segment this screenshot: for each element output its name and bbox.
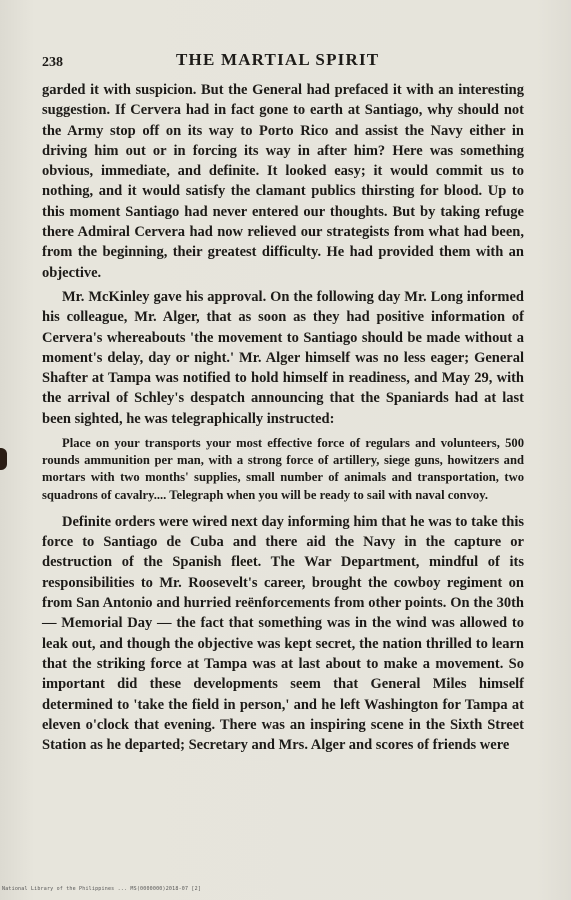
ink-smudge: [0, 448, 7, 470]
page-number: 238: [42, 55, 63, 70]
scan-footer: National Library of the Philippines ... MS(0000000)2018-07 [2]: [2, 886, 202, 892]
block-quote: Place on your transports your most effective force of regulars and volunteers, 500 rounds ammunition per man, with a strong force of artillery, siege guns, howitzers and mortars with two months' supplies, small number of animals and transportation, two squadrons of cavalry.... Telegraph when you will be ready to sail with naval convoy.: [42, 436, 524, 502]
paragraph-2: Mr. McKinley gave his approval. On the following day Mr. Long informed his colleague, Mr. Alger, that as soon as they had positive information of Cervera's whereabouts 'the movement to Santiago should be made without a moment's delay, day or night.' Mr. Alger himself was no less eager; General Shafter at Tampa was notified to hold himself in readiness, and May 29, with the arrival of Schley's despatch announcing that the Spaniards had at last been sighted, he was telegraphically instructed:: [42, 288, 524, 427]
paragraph-3: Definite orders were wired next day informing him that he was to take this force to Santiago de Cuba and there aid the Navy in the capture or destruction of the Spanish fleet. The War Department, mindful of its responsibilities to Mr. Roosevelt's career, brought the cowboy regiment on from San Antonio and hurried reënforcements from other points. On the 30th — Memorial Day — the fact that something was in the wind was allowed to leak out, and though the objective was kept secret, the nation thrilled to learn that the striking force at Tampa was at last about to make a movement. So important did these developments seem that General Miles himself determined to 'take the field in person,' and he left Washington for Tampa at eleven o'clock that evening. There was an inspiring scene in the Sixth Street Station as he departed; Secretary and Mrs. Alger and scores of friends were: [42, 513, 524, 754]
page-body: [42, 80, 524, 755]
paragraph-1: garded it with suspicion. But the General had prefaced it with an interesting suggestion. If Cervera had in fact gone to earth at Santiago, why should not the Army stop off on its way to Porto Rico and assist the Navy either in driving him out or in forcing its way in after him? Here was something obvious, immediate, and definite. It looked easy; it would commit us to nothing, and it would satisfy the clamant publics thirsting for blood. Up to this moment Santiago had never entered our thoughts. But by taking refuge there Admiral Cervera had now relieved our strategists from what had been, from the beginning, their greatest difficulty. He had provided them with an objective.: [42, 82, 524, 281]
running-head: THE MARTIAL SPIRIT: [176, 50, 380, 69]
page-header: [42, 50, 522, 72]
